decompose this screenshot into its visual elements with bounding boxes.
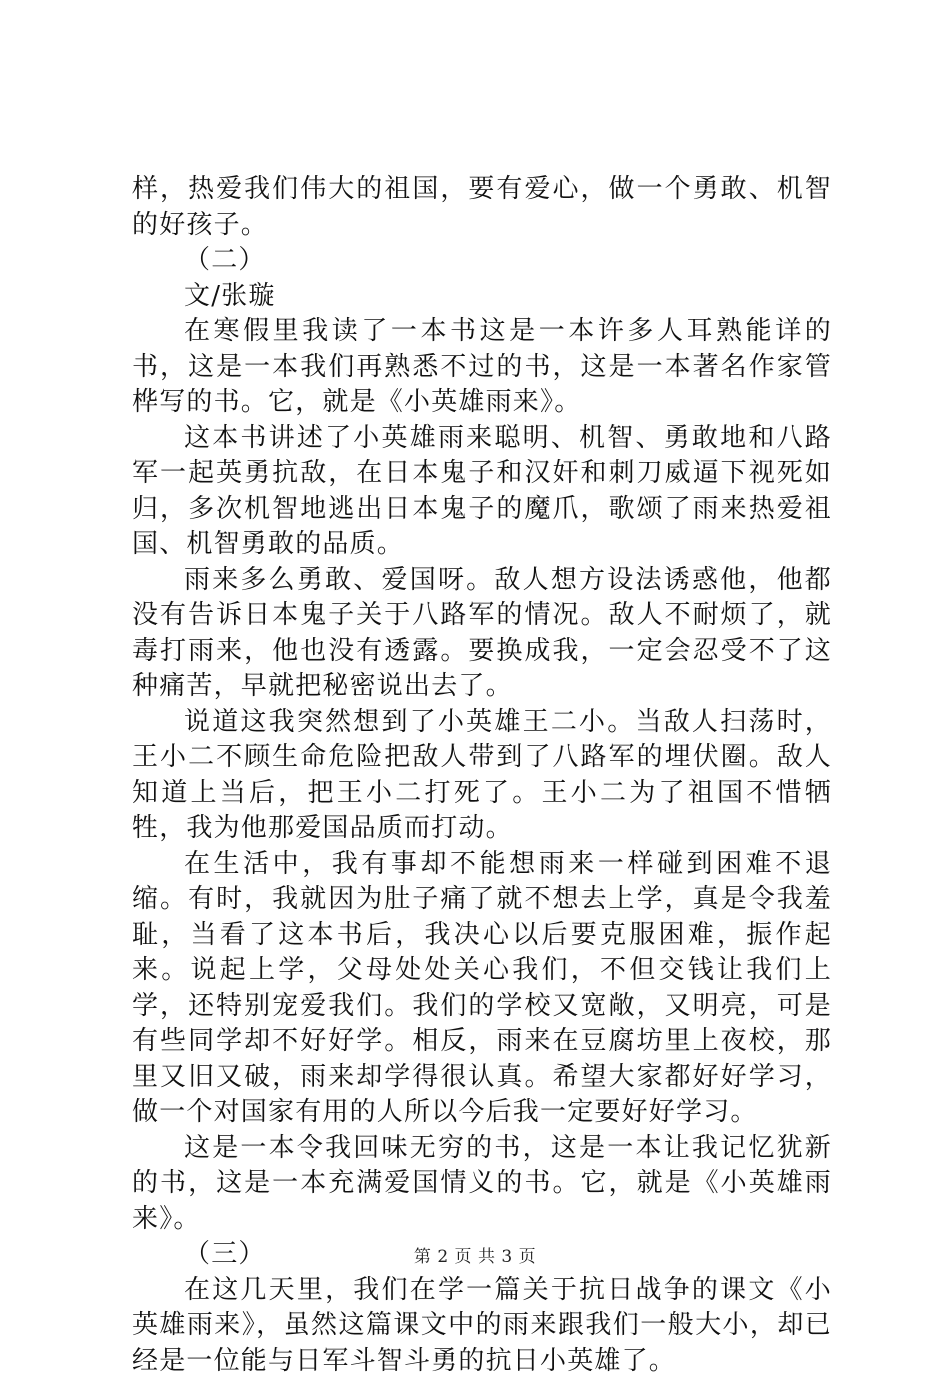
paragraph: 说道这我突然想到了小英雄王二小。当敌人扫荡时，王小二不顾生命危险把敌人带到了八路军的埋伏圈。敌人知道上当后，把王小二打死了。王小二为了祖国不惜牺牲，我为他那爱国品质而打动。 (132, 705, 832, 847)
paragraph: 在寒假里我读了一本书这是一本许多人耳熟能详的书，这是一本我们再熟悉不过的书，这是一本著名作家管桦写的书。它，就是《小英雄雨来》。 (132, 314, 832, 421)
paragraph-continuation: 样，热爱我们伟大的祖国，要有爱心，做一个勇敢、机智的好孩子。 (132, 172, 832, 243)
paragraph: 这是一本令我回味无穷的书，这是一本让我记忆犹新的书，这是一本充满爱国情义的书。它，就是《小英雄雨来》。 (132, 1131, 832, 1238)
paragraph: 雨来多么勇敢、爱国呀。敌人想方设法诱惑他，他都没有告诉日本鬼子关于八路军的情况。敌人不耐烦了，就毒打雨来，他也没有透露。要换成我，一定会忍受不了这种痛苦，早就把秘密说出去了。 (132, 563, 832, 705)
author-byline: 文/张璇 (132, 279, 832, 315)
paragraph: 在这几天里，我们在学一篇关于抗日战争的课文《小英雄雨来》，虽然这篇课文中的雨来跟我们一般大小，却已经是一位能与日军斗智斗勇的抗日小英雄了。 (132, 1273, 832, 1379)
paragraph: 在生活中，我有事却不能想雨来一样碰到困难不退缩。有时，我就因为肚子痛了就不想去上学，真是令我羞耻，当看了这本书后，我决心以后要克服困难，振作起来。说起上学，父母处处关心我们，不但交钱让我们上学，还特别宠爱我们。我们的学校又宽敞，又明亮，可是有些同学却不好好学。相反，雨来在豆腐坊里上夜校，那里又旧又破，雨来却学得很认真。希望大家都好好学习，做一个对国家有用的人所以今后我一定要好好学习。 (132, 847, 832, 1131)
section-heading-three: （三） (132, 1237, 832, 1273)
document-body (132, 172, 832, 1379)
section-heading-two: （二） (132, 243, 832, 279)
paragraph: 这本书讲述了小英雄雨来聪明、机智、勇敢地和八路军一起英勇抗敌，在日本鬼子和汉奸和刺刀威逼下视死如归，多次机智地逃出日本鬼子的魔爪，歌颂了雨来热爱祖国、机智勇敢的品质。 (132, 421, 832, 563)
page-number-footer: 第 2 页 共 3 页 (0, 1242, 950, 1267)
